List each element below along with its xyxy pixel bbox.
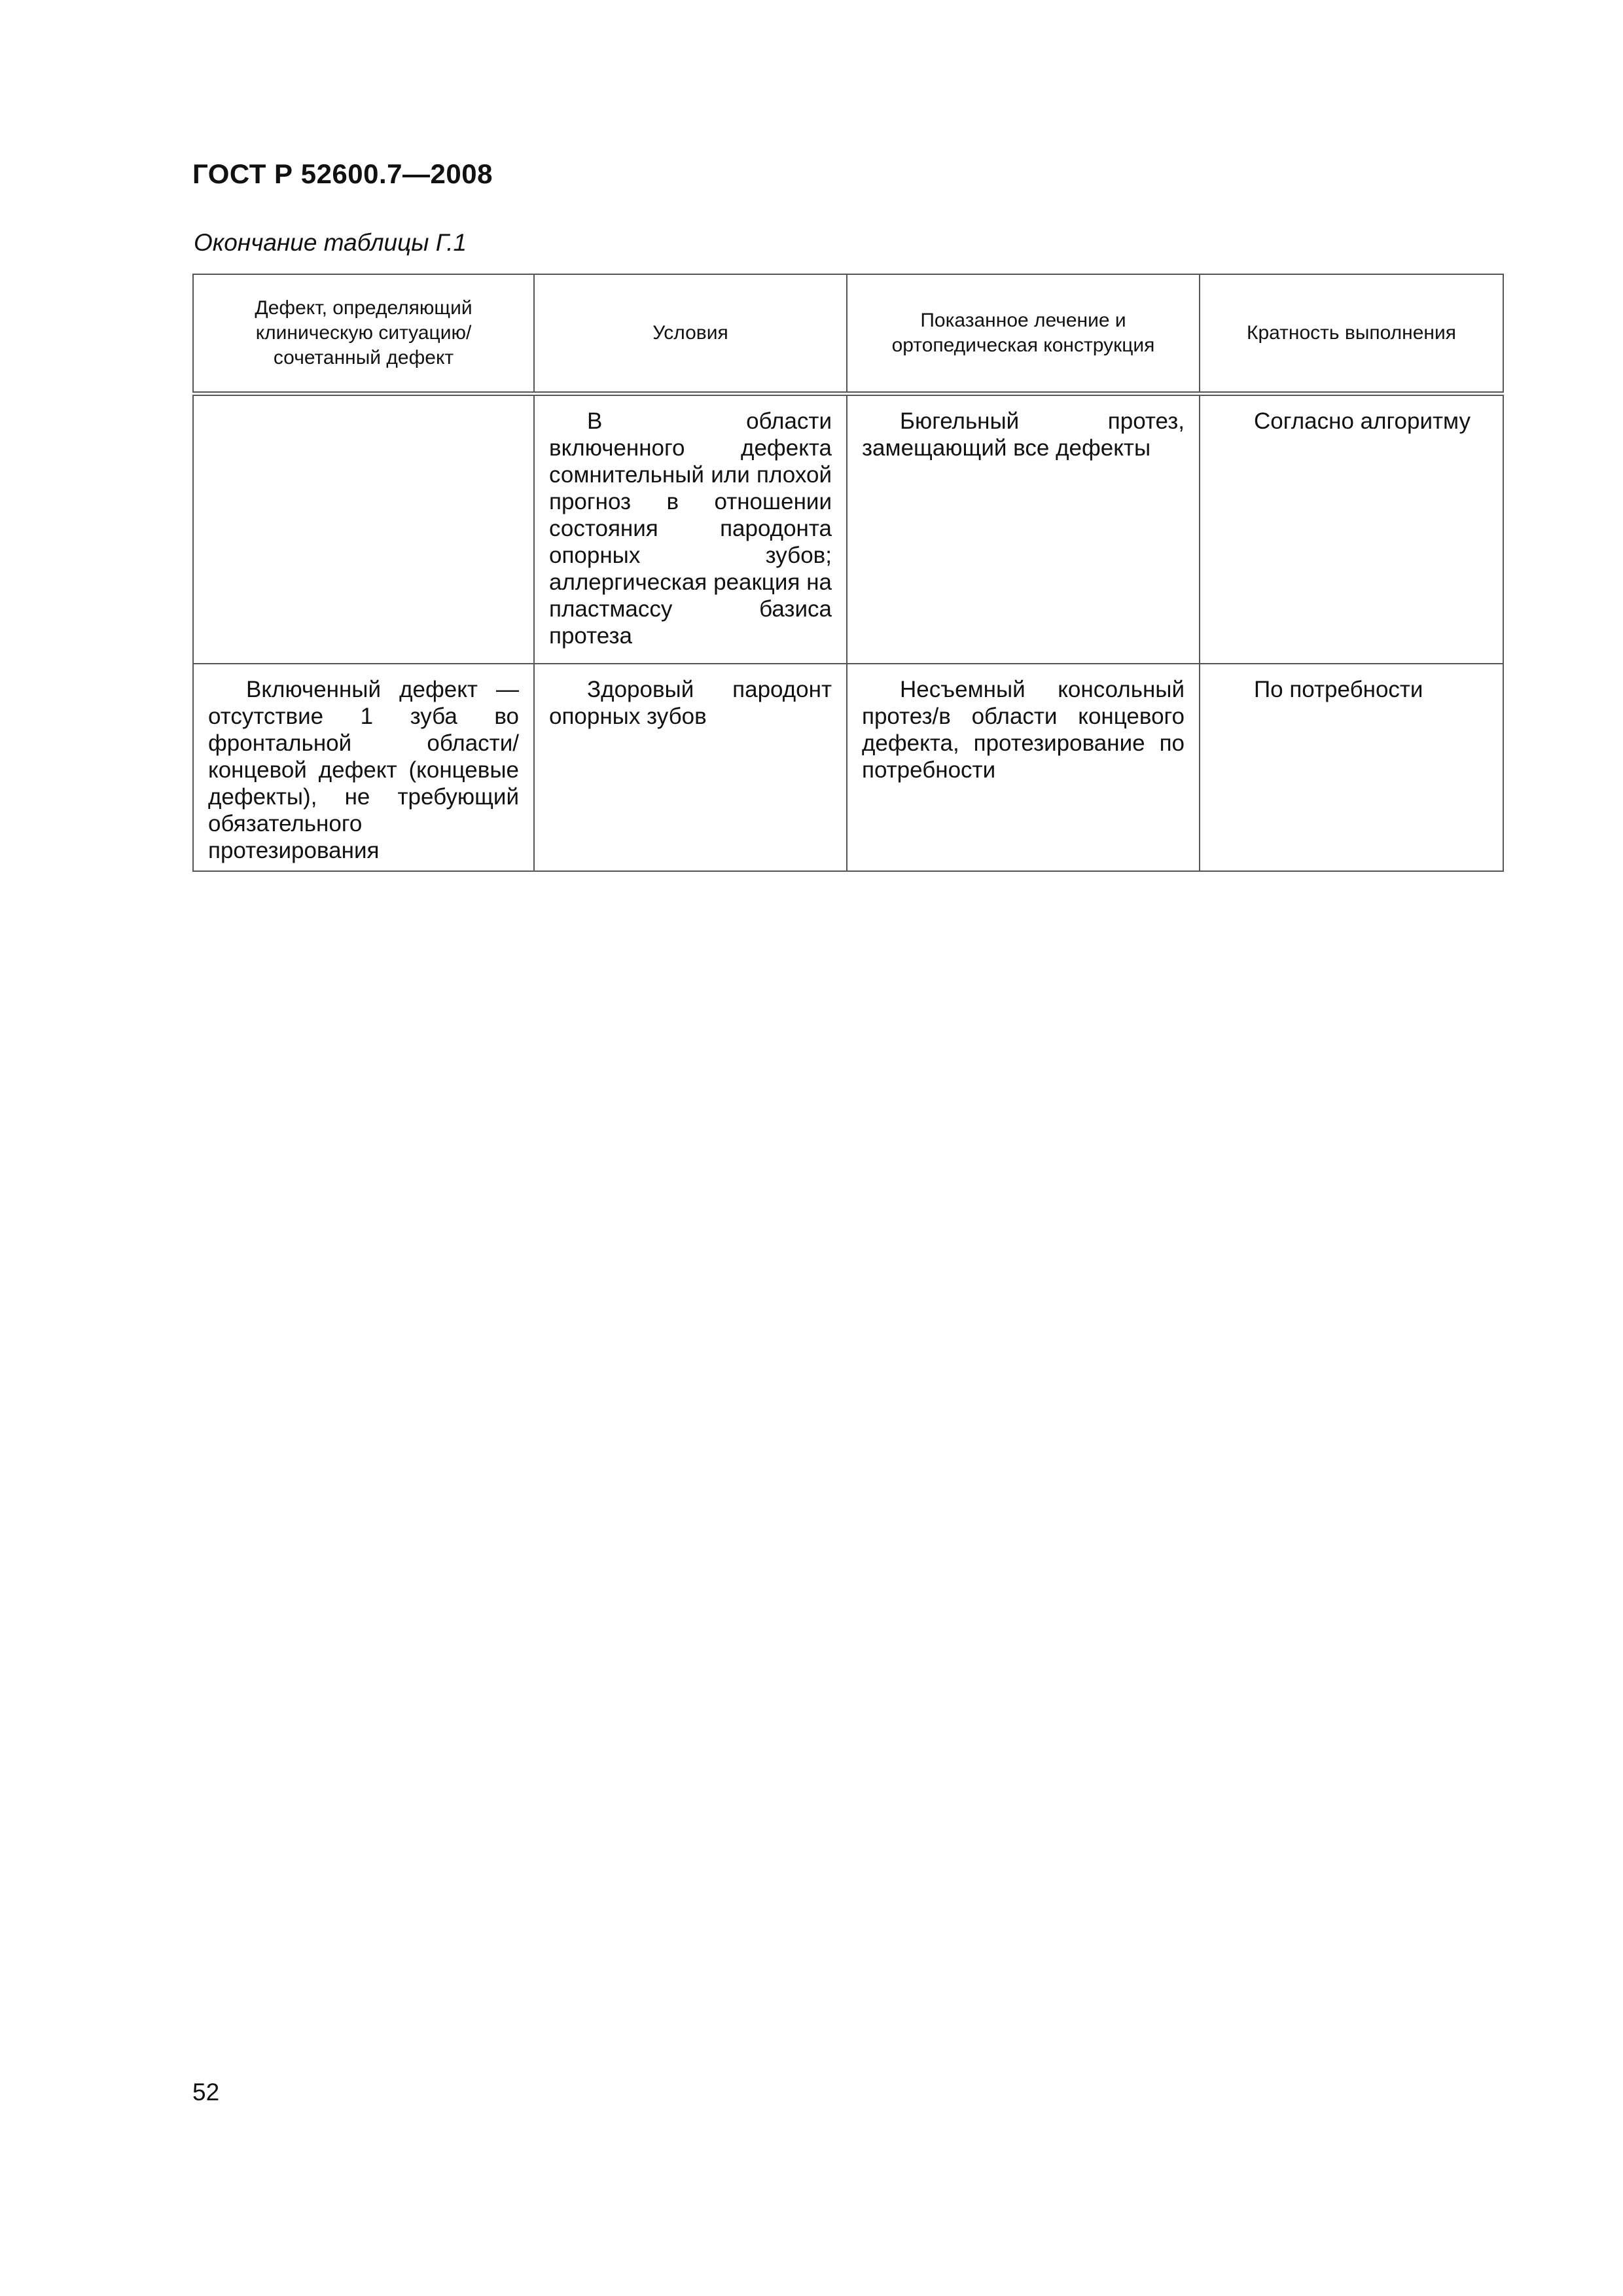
- cell-frequency: Согласно алгоритму: [1200, 394, 1503, 664]
- column-header-conditions: Условия: [534, 274, 847, 394]
- table-body: [193, 394, 1503, 872]
- column-header-treatment: Показанное лечение и ортопедическая конструкция: [847, 274, 1200, 394]
- cell-treatment: Несъемный консольный протез/в области концевого дефекта, протезирование по потребности: [847, 664, 1200, 871]
- cell-conditions: В области включенного дефекта сомнительный или плохой прогноз в отношении состояния пародонта опорных зубов; аллергическая реакция на пластмассу базиса протеза: [534, 394, 847, 664]
- table-header-row: [193, 274, 1503, 394]
- cell-frequency: По потребности: [1200, 664, 1503, 871]
- document-header: ГОСТ Р 52600.7—2008: [192, 158, 493, 189]
- table-header: [193, 274, 1503, 394]
- table-row: [193, 664, 1503, 871]
- cell-defect: [193, 394, 534, 664]
- cell-conditions: Здоровый пародонт опорных зубов: [534, 664, 847, 871]
- cell-treatment: Бюгельный протез, замещающий все дефекты: [847, 394, 1200, 664]
- table-row: [193, 394, 1503, 664]
- column-header-defect: Дефект, определяющий клиническую ситуацию/сочетанный дефект: [193, 274, 534, 394]
- cell-defect: Включенный дефект — отсутствие 1 зуба во фронтальной области/концевой дефект (концевые дефекты), не требующий обязательного протезирования: [193, 664, 534, 871]
- column-header-frequency: Кратность выполнения: [1200, 274, 1503, 394]
- page-number: 52: [192, 2079, 220, 2106]
- table-caption: Окончание таблицы Г.1: [194, 229, 467, 256]
- treatment-table: [192, 274, 1504, 872]
